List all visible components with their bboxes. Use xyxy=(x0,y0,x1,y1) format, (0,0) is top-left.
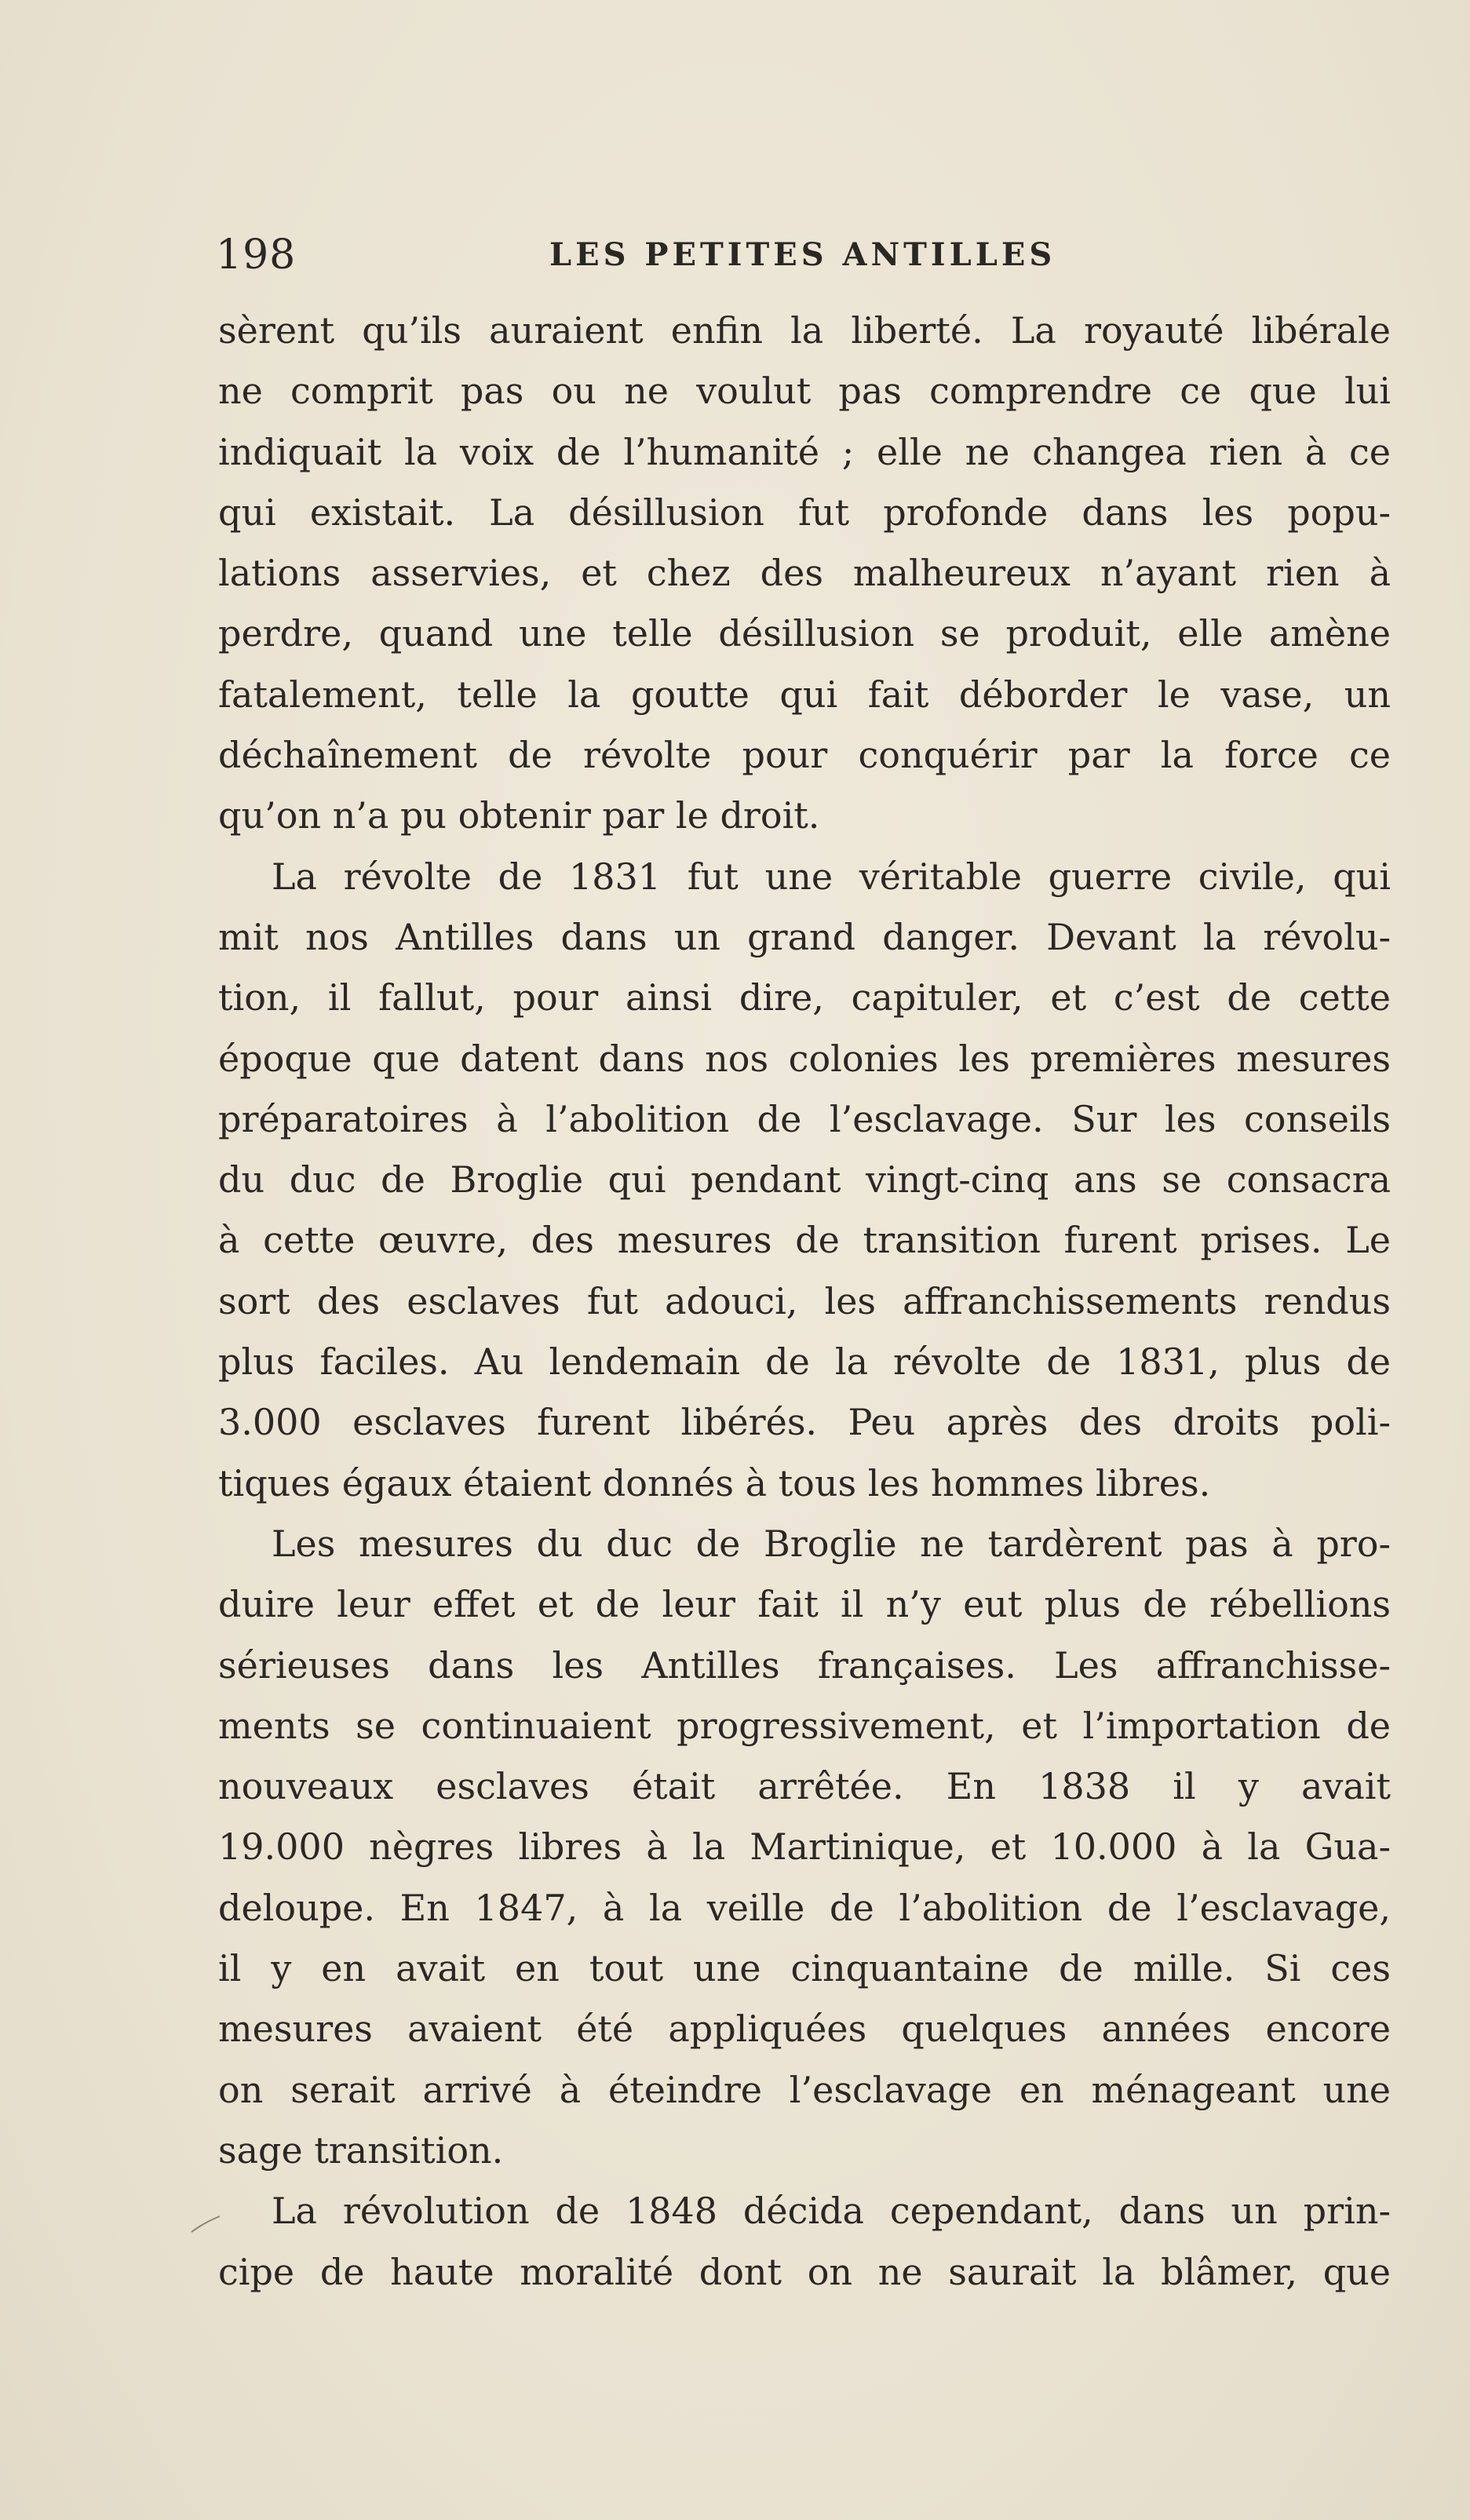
text-line: il y en avait en tout une cinquantaine de mille. Si ces xyxy=(218,1947,1391,1990)
text-line: à cette œuvre, des mesures de transition furent prises. Le xyxy=(218,1219,1391,1262)
text-line: 19.000 nègres libres à la Martinique, et 10.000 à la Gua- xyxy=(218,1825,1391,1869)
text-line: Les mesures du duc de Broglie ne tardèrent pas à pro- xyxy=(272,1522,1391,1565)
page-header xyxy=(216,228,1393,283)
text-line: indiquait la voix de l’humanité ; elle ne changea rien à ce xyxy=(218,430,1391,473)
text-line: sort des esclaves fut adouci, les affranchissements rendus xyxy=(218,1279,1391,1322)
text-line: qu’on n’a pu obtenir par le droit. xyxy=(218,794,820,837)
text-line: sérieuses dans les Antilles françaises. Les affranchisse- xyxy=(218,1643,1391,1687)
text-line: lations asservies, et chez des malheureux n’ayant rien à xyxy=(218,552,1391,595)
text-line: préparatoires à l’abolition de l’esclavage. Sur les conseils xyxy=(218,1097,1391,1140)
text-line: sèrent qu’ils auraient enfin la liberté. La royauté libérale xyxy=(218,309,1391,352)
text-line: perdre, quand une telle désillusion se produit, elle amène xyxy=(218,612,1391,655)
body-text xyxy=(218,301,1391,2303)
text-line: mesures avaient été appliquées quelques années encore xyxy=(218,2008,1391,2051)
text-line: ne comprit pas ou ne voulut pas comprendre ce que lui xyxy=(218,370,1391,413)
text-line: deloupe. En 1847, à la veille de l’abolition de l’esclavage, xyxy=(218,1886,1391,1929)
text-line: ments se continuaient progressivement, et l’importation de xyxy=(218,1704,1391,1747)
text-line: 3.000 esclaves furent libérés. Peu après des droits poli- xyxy=(218,1401,1391,1444)
page-number: 198 xyxy=(216,232,297,279)
text-line: mit nos Antilles dans un grand danger. Devant la révolu- xyxy=(218,915,1391,958)
text-line: La révolution de 1848 décida cependant, dans un prin- xyxy=(272,2190,1391,2233)
text-line: nouveaux esclaves était arrêtée. En 1838 il y avait xyxy=(218,1765,1391,1808)
pencil-mark-icon xyxy=(188,2205,228,2237)
text-line: sage transition. xyxy=(218,2128,504,2172)
text-line: tion, il fallut, pour ainsi dire, capituler, et c’est de cette xyxy=(218,976,1391,1019)
text-line: époque que datent dans nos colonies les premières mesures xyxy=(218,1037,1391,1080)
text-line: qui existait. La désillusion fut profonde dans les popu- xyxy=(218,491,1391,534)
text-line: déchaînement de révolte pour conquérir par la force ce xyxy=(218,734,1391,777)
text-line: tiques égaux étaient donnés à tous les hommes libres. xyxy=(218,1461,1211,1504)
text-line: La révolte de 1831 fut une véritable guerre civile, qui xyxy=(272,855,1391,898)
text-line: on serait arrivé à éteindre l’esclavage en ménageant une xyxy=(218,2068,1391,2111)
text-line: fatalement, telle la goutte qui fait déborder le vase, un xyxy=(218,673,1391,716)
text-line: duire leur effet et de leur fait il n’y eut plus de rébellions xyxy=(218,1583,1391,1626)
text-line: du duc de Broglie qui pendant vingt-cinq ans se consacra xyxy=(218,1158,1391,1202)
text-line: plus faciles. Au lendemain de la révolte de 1831, plus de xyxy=(218,1340,1391,1384)
running-title: LES PETITES ANTILLES xyxy=(549,236,1056,273)
text-line: cipe de haute moralité dont on ne saurait la blâmer, que xyxy=(218,2250,1391,2293)
